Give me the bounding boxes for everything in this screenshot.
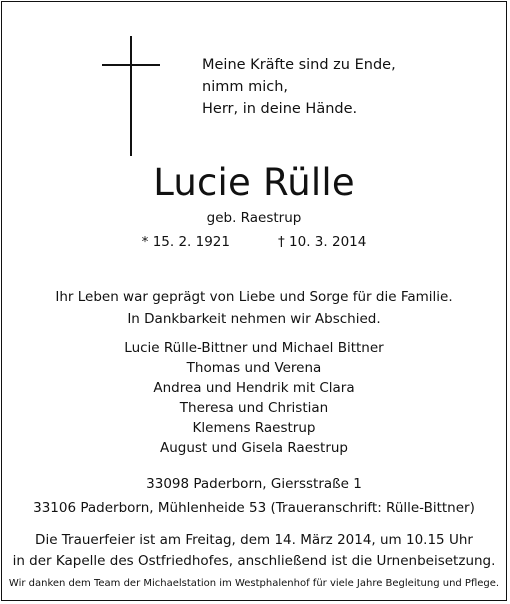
service-info [2,530,506,572]
verse [202,54,396,120]
verse-line: nimm mich, [202,79,289,95]
obituary-card [1,1,507,601]
mourner-item: Lucie Rülle-Bittner und Michael Bittner [124,340,384,356]
mourners-list [2,338,506,458]
service-line: in der Kapelle des Ostfriedhofes, anschließend ist die Urnenbeisetzung. [12,553,496,569]
thanks-note: Wir danken dem Team der Michaelstation im Westphalenhof für viele Jahre Begleitung und Pflege. [8,578,500,589]
addresses [2,472,506,520]
service-line: Die Trauerfeier ist am Freitag, dem 14. März 2014, um 10.15 Uhr [35,532,473,548]
mourner-item: Klemens Raestrup [192,420,316,436]
verse-line: Meine Kräfte sind zu Ende, [202,57,396,73]
mourner-item: August und Gisela Raestrup [159,440,349,456]
mourner-item: Thomas und Verena [186,360,322,376]
life-dates [2,232,506,252]
birth-date: * 15. 2. 1921 [141,234,230,250]
deceased-name: Lucie Rülle [153,161,355,204]
tribute-line: Ihr Leben war geprägt von Liebe und Sorge für die Familie. [55,289,453,305]
tribute-line: In Dankbarkeit nehmen wir Abschied. [127,311,381,327]
tribute-text [2,286,506,330]
verse-line: Herr, in deine Hände. [202,101,358,117]
mourner-item: Andrea und Hendrik mit Clara [153,380,355,396]
address-line: 33106 Paderborn, Mühlenheide 53 (Traueranschrift: Rülle-Bittner) [33,500,475,516]
cross-icon [102,36,160,156]
mourner-item: Theresa und Christian [179,400,329,416]
death-date: † 10. 3. 2014 [278,234,367,250]
address-line: 33098 Paderborn, Giersstraße 1 [146,476,362,492]
maiden-name: geb. Raestrup [206,210,302,226]
